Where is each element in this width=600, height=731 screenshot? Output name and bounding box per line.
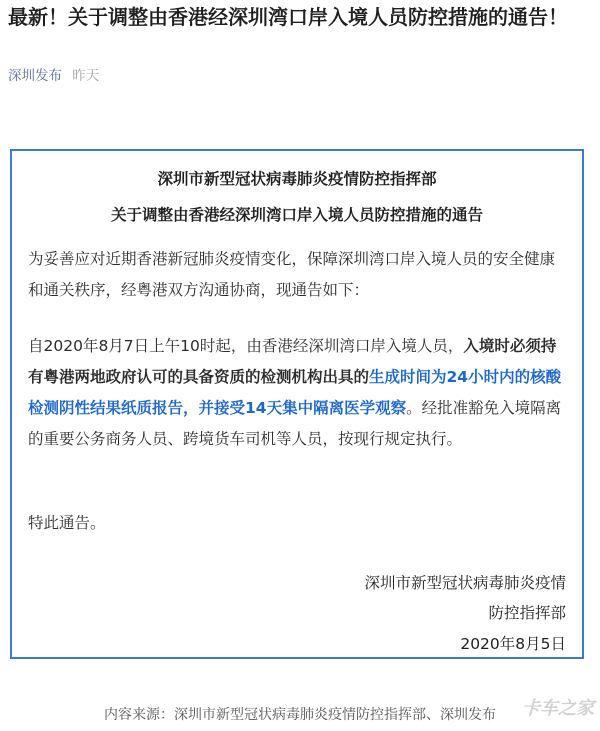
publish-time: 昨天 [72,68,100,84]
notice-paragraph-3: 特此通告。 [28,514,106,532]
notice-subject: 关于调整由香港经深圳湾口岸入境人员防控措施的通告 [110,206,483,224]
watermark-logo: 卡车之家 [522,698,594,719]
account-name-link[interactable]: 深圳发布 [8,68,62,84]
notice-org: 深圳市新型冠状病毒肺炎疫情防控指挥部 [157,170,437,188]
article-title: 最新！关于调整由香港经深圳湾口岸入境人员防控措施的通告！ [8,5,568,29]
article-meta [8,64,99,84]
para2-text-2: 。经批准豁免入境隔离的重要公务商务人员、跨境货车司机等人员，按现行规定执行。 [28,399,562,448]
notice-box [10,149,584,659]
para2-text-1: 自2020年8月7日上午10时起，由香港经深圳湾口岸入境人员， [28,337,464,355]
signature-org-line2: 防控指挥部 [488,604,566,622]
notice-paragraph-2 [28,331,568,455]
para2-emphasis: 入境时必须持有粤港两地政府认可的具备资质的检测机构出具的 [28,337,557,386]
para2-highlight: 生成时间为24小时内的核酸检测阴性结果纸质报告，并接受14天集中隔离医学观察 [28,368,562,417]
content-source: 内容来源：深圳市新型冠状病毒肺炎疫情防控指挥部、深圳发布 [104,707,496,723]
notice-paragraph-1: 为妥善应对近期香港新冠肺炎疫情变化，保障深圳湾口岸入境人员的安全健康和通关秩序，经粤港双方沟通协商，现通告如下： [28,250,556,299]
signature-date: 2020年8月5日 [460,635,566,653]
signature-org-line1: 深圳市新型冠状病毒肺炎疫情 [364,574,566,592]
